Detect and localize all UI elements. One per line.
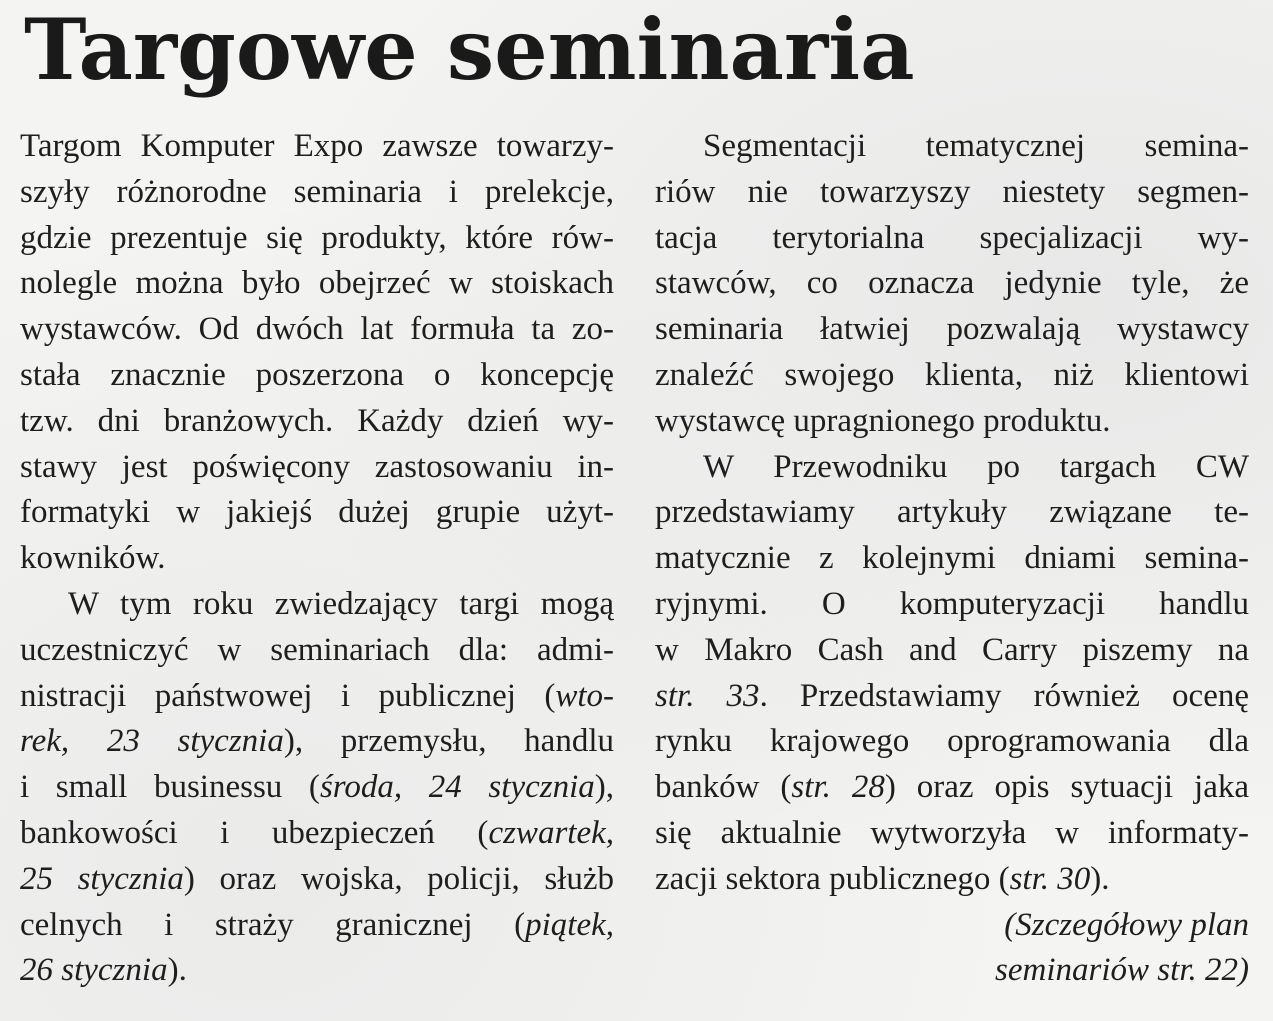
text-line: Targom Komputer Expo zawsze towarzy- — [20, 128, 614, 164]
text-line: formatyki w jakiejś dużej grupie użyt- — [20, 494, 614, 531]
text-segment: ). — [167, 952, 187, 989]
text-line — [20, 857, 614, 903]
text-segment: ) oraz wojska, policji, służb — [183, 860, 614, 897]
page-reference: str. 30 — [1009, 860, 1091, 897]
date-friday: piątek, — [525, 906, 614, 943]
page-reference: str. 33 — [655, 677, 760, 714]
text-line: tzw. dni branżowych. Każdy dzień wy- — [20, 402, 614, 439]
text-line: ryjnymi. O komputeryzacji handlu — [655, 585, 1249, 622]
text-segment: celnych i straży granicznej ( — [20, 906, 526, 943]
article-title: Targowe seminaria — [24, 0, 915, 99]
text-segment: ) oraz opis sytuacji jaka — [884, 769, 1249, 806]
text-line: szyły różnorodne seminaria i prelekcje, — [20, 173, 614, 210]
text-line: matycznie z kolejnymi dniami semina- — [655, 540, 1249, 577]
date-thursday-cont: 25 stycznia — [20, 860, 184, 897]
text-segment: zacji sektora publicznego ( — [655, 860, 1010, 897]
text-line — [20, 674, 614, 720]
text-line — [20, 765, 614, 811]
text-line: uczestniczyć w seminariach dla: admi- — [20, 631, 614, 668]
text-line: stała znacznie poszerzona o koncepcję — [20, 356, 614, 393]
text-segment: ), przemysłu, handlu — [283, 723, 614, 760]
text-segment: . Przedstawiamy również ocenę — [759, 677, 1249, 714]
text-line: znaleźć swojego klienta, niż klientowi — [655, 356, 1249, 393]
text-line: tacja terytorialna specjalizacji wy- — [655, 219, 1249, 256]
text-line: wystawców. Od dwóch lat formuła ta zo- — [20, 311, 614, 348]
text-segment: i small businessu ( — [20, 769, 320, 806]
left-column — [20, 124, 614, 994]
text-line: się aktualnie wytworzyła w informaty- — [655, 814, 1249, 851]
page-reference: str. 28 — [791, 769, 885, 806]
text-line — [655, 857, 1249, 903]
paragraph-intro — [20, 124, 614, 582]
date-wednesday: środa, 24 stycznia — [319, 769, 595, 806]
text-segment: ), — [594, 769, 614, 806]
text-line: rynku krajowego oprogramowania dla — [655, 723, 1249, 760]
text-line — [655, 765, 1249, 811]
paragraph-guide — [655, 445, 1249, 903]
text-line: kowników. — [20, 540, 166, 577]
footer-line: (Szczegółowy plan — [1004, 906, 1249, 943]
date-tuesday-cont: rek, 23 stycznia — [20, 723, 284, 760]
text-line: W Przewodniku po targach CW — [703, 448, 1249, 485]
text-line: wystawcę upragnionego produktu. — [655, 402, 1111, 439]
text-segment: bankowości i ubezpieczeń ( — [20, 814, 489, 851]
date-friday-cont: 26 stycznia — [20, 952, 168, 989]
text-line: seminaria łatwiej pozwalają wystawcy — [655, 311, 1249, 348]
text-line — [20, 903, 614, 949]
text-segment: nistracji państwowej i publicznej ( — [20, 677, 556, 714]
footer-note — [655, 903, 1249, 995]
text-segment: banków ( — [655, 769, 792, 806]
text-line: nolegle można było obejrzeć w stoiskach — [20, 265, 614, 302]
text-line: Segmentacji tematycznej semina- — [703, 128, 1249, 164]
text-line: stawców, co oznacza jedynie tyle, że — [655, 265, 1249, 302]
text-line — [20, 948, 614, 994]
paragraph-segmentation — [655, 124, 1249, 445]
text-line: W tym roku zwiedzający targi mogą — [68, 585, 614, 622]
text-line: w Makro Cash and Carry piszemy na — [655, 631, 1249, 668]
right-column — [655, 124, 1249, 994]
text-line: riów nie towarzyszy niestety segmen- — [655, 173, 1249, 210]
date-thursday: czwartek, — [488, 814, 614, 851]
paragraph-seminar-days — [20, 582, 614, 994]
text-line — [20, 719, 614, 765]
text-line: stawy jest poświęcony zastosowaniu in- — [20, 448, 614, 485]
date-tuesday: wto- — [555, 677, 614, 714]
text-line: przedstawiamy artykuły związane te- — [655, 494, 1249, 531]
text-line: gdzie prezentuje się produkty, które rów- — [20, 219, 614, 256]
text-line — [20, 811, 614, 857]
text-line — [655, 674, 1249, 720]
text-segment: ). — [1090, 860, 1110, 897]
footer-line: seminariów str. 22) — [995, 952, 1249, 989]
